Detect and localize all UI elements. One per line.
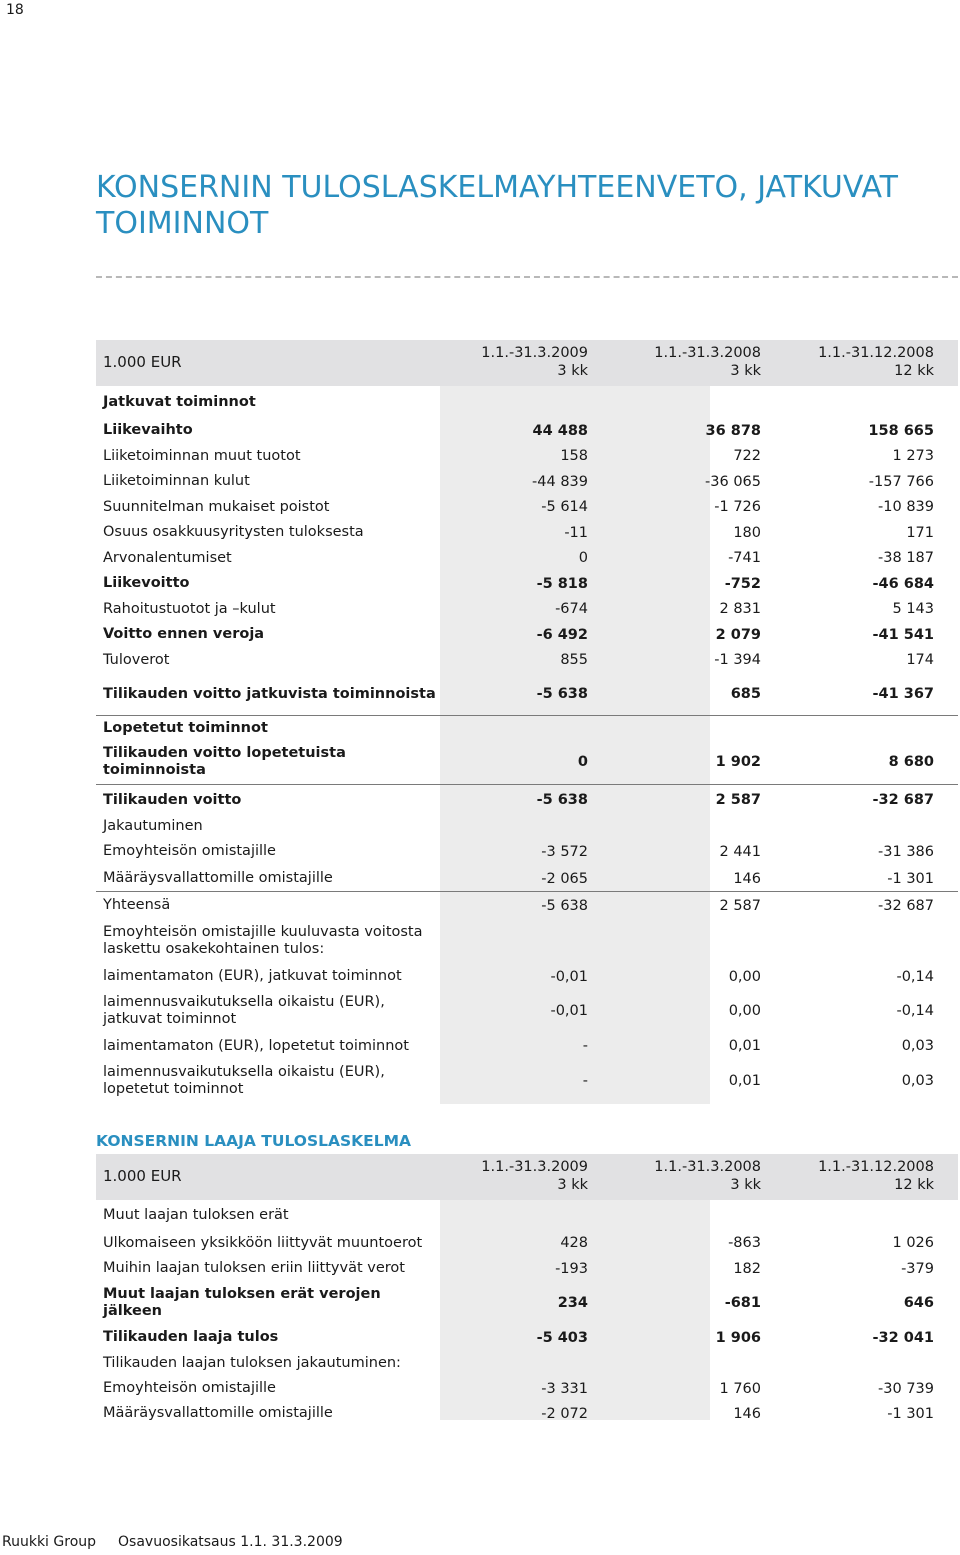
row-label: Voitto ennen veroja bbox=[103, 626, 265, 642]
page-title-line-1: KONSERNIN TULOSLASKELMAYHTEENVETO, JATKUVAT bbox=[96, 170, 899, 205]
table-row bbox=[96, 1031, 958, 1061]
row-label: Tilikauden voitto jatkuvista toiminnoista bbox=[103, 685, 436, 702]
row-label: Osuus osakkuusyritysten tuloksesta bbox=[103, 524, 364, 540]
table-row bbox=[96, 1061, 958, 1101]
cell-value: -41 367 bbox=[872, 686, 934, 702]
page-title-line-2: TOIMINNOT bbox=[96, 206, 269, 241]
cell-value: 234 bbox=[557, 1295, 588, 1311]
cell-value: - bbox=[582, 1073, 588, 1089]
row-label: laimentamaton (EUR), lopetetut toiminnot bbox=[103, 1037, 409, 1054]
cell-value: 428 bbox=[560, 1235, 588, 1251]
cell-value: -3 572 bbox=[541, 843, 588, 860]
table-row bbox=[96, 545, 958, 571]
cell-value: -157 766 bbox=[868, 473, 934, 490]
cell-value: 8 680 bbox=[888, 754, 934, 770]
table-row bbox=[96, 740, 958, 785]
cell-value: -5 638 bbox=[541, 897, 588, 914]
cell-value: 0,00 bbox=[728, 968, 761, 985]
cell-value: 1 273 bbox=[892, 448, 934, 464]
row-label: Tilikauden laajan tuloksen jakautuminen: bbox=[103, 1354, 401, 1371]
row-label: Jakautuminen bbox=[103, 817, 203, 834]
cell-value: -5 638 bbox=[536, 686, 588, 702]
cell-value: -41 541 bbox=[872, 626, 934, 643]
row-label: Ulkomaiseen yksikköön liittyvät muuntoerot bbox=[103, 1234, 423, 1251]
row-label: Tilikauden voitto bbox=[103, 791, 242, 808]
row-label: Tilikauden voitto lopetetuista toiminnoista bbox=[103, 745, 346, 778]
row-label: Liikevaihto bbox=[103, 422, 193, 438]
cell-value: -32 687 bbox=[878, 897, 934, 914]
table-row bbox=[96, 1350, 958, 1376]
table-body bbox=[96, 386, 958, 1101]
table-row bbox=[96, 622, 958, 647]
row-label: Määräysvallattomille omistajille bbox=[103, 870, 333, 886]
table-row bbox=[96, 1281, 958, 1325]
cell-value: 1 026 bbox=[892, 1235, 934, 1251]
cell-value: 146 bbox=[733, 870, 761, 887]
row-label: Määräysvallattomille omistajille bbox=[103, 1405, 333, 1421]
cell-value: 0 bbox=[577, 754, 588, 770]
unit-label: 1.000 EUR bbox=[103, 353, 182, 371]
table-row bbox=[96, 1256, 958, 1281]
cell-value: 146 bbox=[733, 1405, 761, 1422]
cell-value: -752 bbox=[724, 575, 761, 592]
cell-value: 0,01 bbox=[728, 1073, 761, 1089]
table-row bbox=[96, 1401, 958, 1426]
cell-value: 182 bbox=[733, 1260, 761, 1277]
cell-value: -44 839 bbox=[532, 473, 588, 490]
cell-value: 180 bbox=[733, 524, 761, 541]
cell-value: -863 bbox=[728, 1235, 761, 1251]
dashed-divider bbox=[96, 276, 958, 278]
table-row bbox=[96, 443, 958, 469]
cell-value: -0,01 bbox=[550, 968, 588, 985]
cell-value: -32 041 bbox=[872, 1329, 934, 1346]
footer-report: Osavuosikatsaus 1.1. 31.3.2009 bbox=[118, 1534, 343, 1550]
row-label: Jatkuvat toiminnot bbox=[103, 393, 256, 410]
row-label: laimentamaton (EUR), jatkuvat toiminnot bbox=[103, 968, 402, 984]
row-label: Muihin laajan tuloksen eriin liittyvät verot bbox=[103, 1260, 405, 1276]
income-statement-table bbox=[96, 340, 958, 1101]
table-row bbox=[96, 673, 958, 716]
cell-value: -5 614 bbox=[541, 499, 588, 515]
cell-value: 36 878 bbox=[705, 422, 761, 439]
row-label: Muut laajan tuloksen erät verojen jälkeen bbox=[103, 1286, 381, 1319]
table-row bbox=[96, 418, 958, 443]
table-row bbox=[96, 991, 958, 1031]
cell-value: -674 bbox=[555, 601, 588, 617]
table-row bbox=[96, 837, 958, 866]
table-row bbox=[96, 494, 958, 520]
cell-value: 174 bbox=[906, 652, 934, 668]
cell-value: 685 bbox=[730, 686, 761, 702]
row-label: Emoyhteisön omistajille bbox=[103, 1380, 276, 1396]
cell-value: -1 301 bbox=[887, 870, 934, 887]
comprehensive-income-table bbox=[96, 1154, 958, 1426]
table-row bbox=[96, 596, 958, 622]
page-title bbox=[96, 170, 936, 242]
cell-value: -379 bbox=[901, 1260, 934, 1277]
cell-value: 158 bbox=[560, 448, 588, 464]
cell-value: 1 902 bbox=[715, 754, 761, 770]
cell-value: 2 587 bbox=[715, 792, 761, 808]
cell-value: -46 684 bbox=[872, 575, 934, 592]
cell-value: 2 587 bbox=[719, 897, 761, 914]
row-label: Liiketoiminnan kulut bbox=[103, 473, 250, 489]
table-row bbox=[96, 571, 958, 596]
row-label: Tilikauden laaja tulos bbox=[103, 1329, 279, 1345]
unit-label: 1.000 EUR bbox=[103, 1167, 182, 1185]
cell-value: 0,03 bbox=[901, 1073, 934, 1089]
cell-value: -5 403 bbox=[536, 1329, 588, 1346]
cell-value: 158 665 bbox=[868, 422, 934, 439]
cell-value: -5 818 bbox=[536, 575, 588, 592]
cell-value: -38 187 bbox=[878, 550, 934, 566]
row-label: laimennusvaikutuksella oikaistu (EUR), jatkuvat toiminnot bbox=[103, 994, 385, 1027]
cell-value: -1 726 bbox=[714, 499, 761, 515]
cell-value: 2 079 bbox=[715, 626, 761, 643]
cell-value: -0,14 bbox=[896, 968, 934, 985]
cell-value: 2 441 bbox=[719, 843, 761, 860]
row-label: Muut laajan tuloksen erät bbox=[103, 1206, 289, 1223]
row-label: Suunnitelman mukaiset poistot bbox=[103, 498, 330, 515]
table-row bbox=[96, 1200, 958, 1230]
cell-value: -741 bbox=[728, 550, 761, 566]
row-label: Arvonalentumiset bbox=[103, 549, 232, 566]
page-number: 18 bbox=[6, 2, 24, 18]
cell-value: 0,03 bbox=[901, 1038, 934, 1054]
table-row bbox=[96, 1230, 958, 1256]
table-row bbox=[96, 919, 958, 962]
page-footer bbox=[2, 1534, 343, 1550]
cell-value: 2 831 bbox=[719, 601, 761, 617]
table-row bbox=[96, 1376, 958, 1401]
row-label: Emoyhteisön omistajille kuuluvasta voitosta laskettu osakekohtainen tulos: bbox=[103, 923, 423, 957]
cell-value: 0,01 bbox=[728, 1038, 761, 1054]
table-row bbox=[96, 520, 958, 545]
cell-value: -5 638 bbox=[536, 792, 588, 808]
table-row bbox=[96, 469, 958, 494]
row-label: laimennusvaikutuksella oikaistu (EUR), lopetetut toiminnot bbox=[103, 1064, 385, 1097]
cell-value: 1 906 bbox=[715, 1329, 761, 1346]
cell-value: -32 687 bbox=[872, 792, 934, 808]
table-row bbox=[96, 386, 958, 418]
cell-value: -0,14 bbox=[896, 1003, 934, 1019]
table-row bbox=[96, 1325, 958, 1350]
cell-value: -681 bbox=[724, 1295, 761, 1311]
cell-value: -193 bbox=[555, 1260, 588, 1277]
section-title: KONSERNIN LAAJA TULOSLASKELMA bbox=[96, 1132, 412, 1150]
col-header-2009q1: 1.1.-31.3.2009 3 kk bbox=[481, 1159, 588, 1193]
cell-value: -36 065 bbox=[705, 473, 761, 490]
cell-value: 44 488 bbox=[532, 422, 588, 439]
col-header-2008q1: 1.1.-31.3.2008 3 kk bbox=[654, 1159, 761, 1193]
col-header-2008q1: 1.1.-31.3.2008 3 kk bbox=[654, 345, 761, 379]
table-row bbox=[96, 892, 958, 919]
table-row bbox=[96, 785, 958, 815]
row-label: Liiketoiminnan muut tuotot bbox=[103, 447, 301, 464]
table-row bbox=[96, 815, 958, 837]
cell-value: -10 839 bbox=[878, 499, 934, 515]
table-row bbox=[96, 716, 958, 740]
col-header-2009q1: 1.1.-31.3.2009 3 kk bbox=[481, 345, 588, 379]
row-label: Emoyhteisön omistajille bbox=[103, 843, 276, 859]
table-row bbox=[96, 962, 958, 991]
cell-value: -11 bbox=[564, 524, 588, 541]
row-label: Lopetetut toiminnot bbox=[103, 719, 268, 736]
row-label: Liikevoitto bbox=[103, 575, 190, 591]
cell-value: -0,01 bbox=[550, 1003, 588, 1019]
table-row bbox=[96, 647, 958, 673]
table-header bbox=[96, 1154, 958, 1200]
cell-value: 5 143 bbox=[892, 601, 934, 617]
cell-value: -6 492 bbox=[536, 626, 588, 643]
table-header bbox=[96, 340, 958, 386]
cell-value: 722 bbox=[733, 448, 761, 464]
cell-value: -30 739 bbox=[878, 1380, 934, 1397]
cell-value: 0 bbox=[578, 550, 588, 566]
col-header-2008fy: 1.1.-31.12.2008 12 kk bbox=[818, 345, 934, 379]
cell-value: 646 bbox=[903, 1295, 934, 1311]
cell-value: -1 301 bbox=[887, 1405, 934, 1422]
cell-value: 171 bbox=[906, 524, 934, 541]
cell-value: -1 394 bbox=[714, 652, 761, 668]
row-label: Yhteensä bbox=[103, 897, 171, 913]
table-row bbox=[96, 866, 958, 892]
cell-value: -3 331 bbox=[541, 1380, 588, 1397]
col-header-2008fy: 1.1.-31.12.2008 12 kk bbox=[818, 1159, 934, 1193]
row-label: Tuloverot bbox=[103, 651, 170, 668]
footer-company: Ruukki Group bbox=[2, 1534, 97, 1550]
cell-value: - bbox=[582, 1038, 588, 1054]
row-label: Rahoitustuotot ja –kulut bbox=[103, 600, 276, 617]
cell-value: 0,00 bbox=[728, 1003, 761, 1019]
cell-value: -2 065 bbox=[541, 870, 588, 887]
cell-value: -31 386 bbox=[878, 843, 934, 860]
cell-value: -2 072 bbox=[541, 1405, 588, 1422]
cell-value: 1 760 bbox=[719, 1380, 761, 1397]
cell-value: 855 bbox=[560, 652, 588, 668]
table-body bbox=[96, 1200, 958, 1426]
